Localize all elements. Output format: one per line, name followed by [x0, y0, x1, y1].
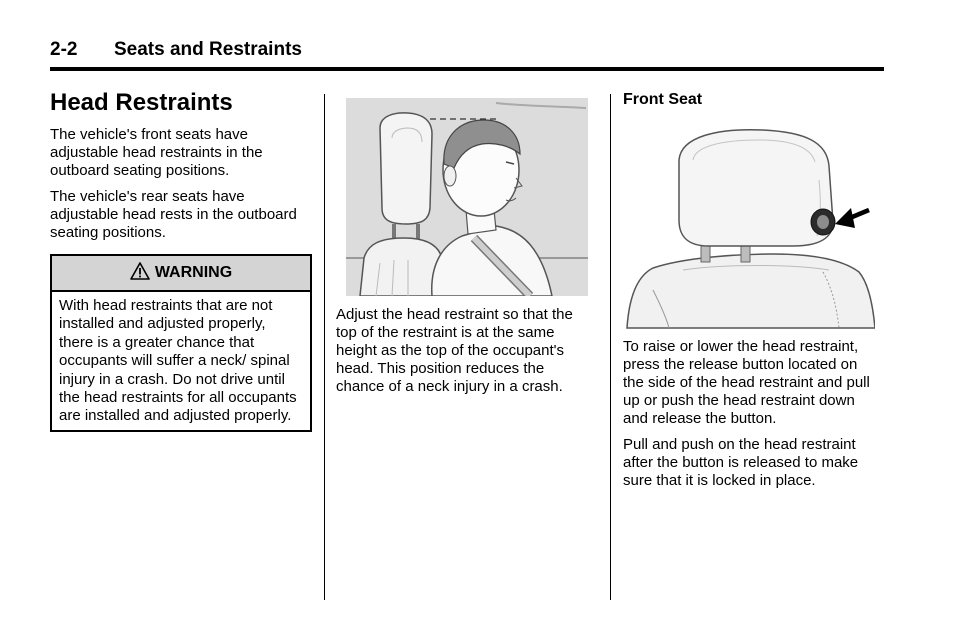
intro-paragraph: The vehicle's front seats have adjustable head restraints in the outboard seating positions. — [50, 126, 263, 179]
warning-box — [50, 254, 312, 432]
warning-header — [52, 256, 310, 292]
column-right — [623, 90, 879, 498]
page-number: 2-2 — [50, 39, 78, 60]
occupant-head-restraint-illustration — [346, 98, 588, 296]
warning-icon — [130, 262, 150, 285]
page-header — [50, 39, 884, 71]
adjust-paragraph: Adjust the head restraint so that the top of the restraint is at the same height as the top of the occupant's head. This position reduces the chance of a neck injury in a crash. — [336, 306, 573, 395]
front-seat-restraint-illustration — [623, 120, 875, 330]
raise-lower-paragraph: To raise or lower the head restraint, press the release button located on the side of the head restraint and pull up or push the head restraint down and release the button. — [623, 338, 870, 427]
warning-text: With head restraints that are not installed and adjusted properly, there is a greater chance that occupants will suffer a neck/ spinal injury in a crash. Do not drive until the head restraints for all occupants are installed and adjusted properly. — [59, 297, 297, 425]
column-divider — [324, 94, 325, 600]
front-seat-heading: Front Seat — [623, 91, 703, 108]
column-middle — [336, 98, 594, 404]
page-title: Head Restraints — [50, 89, 233, 116]
section-title: Seats and Restraints — [114, 39, 302, 60]
warning-label: WARNING — [154, 264, 233, 281]
column-divider — [610, 94, 611, 600]
column-left — [50, 88, 312, 432]
rear-seat-paragraph: The vehicle's rear seats have adjustable head rests in the outboard seating positions. — [50, 188, 297, 241]
lock-paragraph: Pull and push on the head restraint after the button is released to make sure that it is locked in place. — [623, 436, 859, 489]
